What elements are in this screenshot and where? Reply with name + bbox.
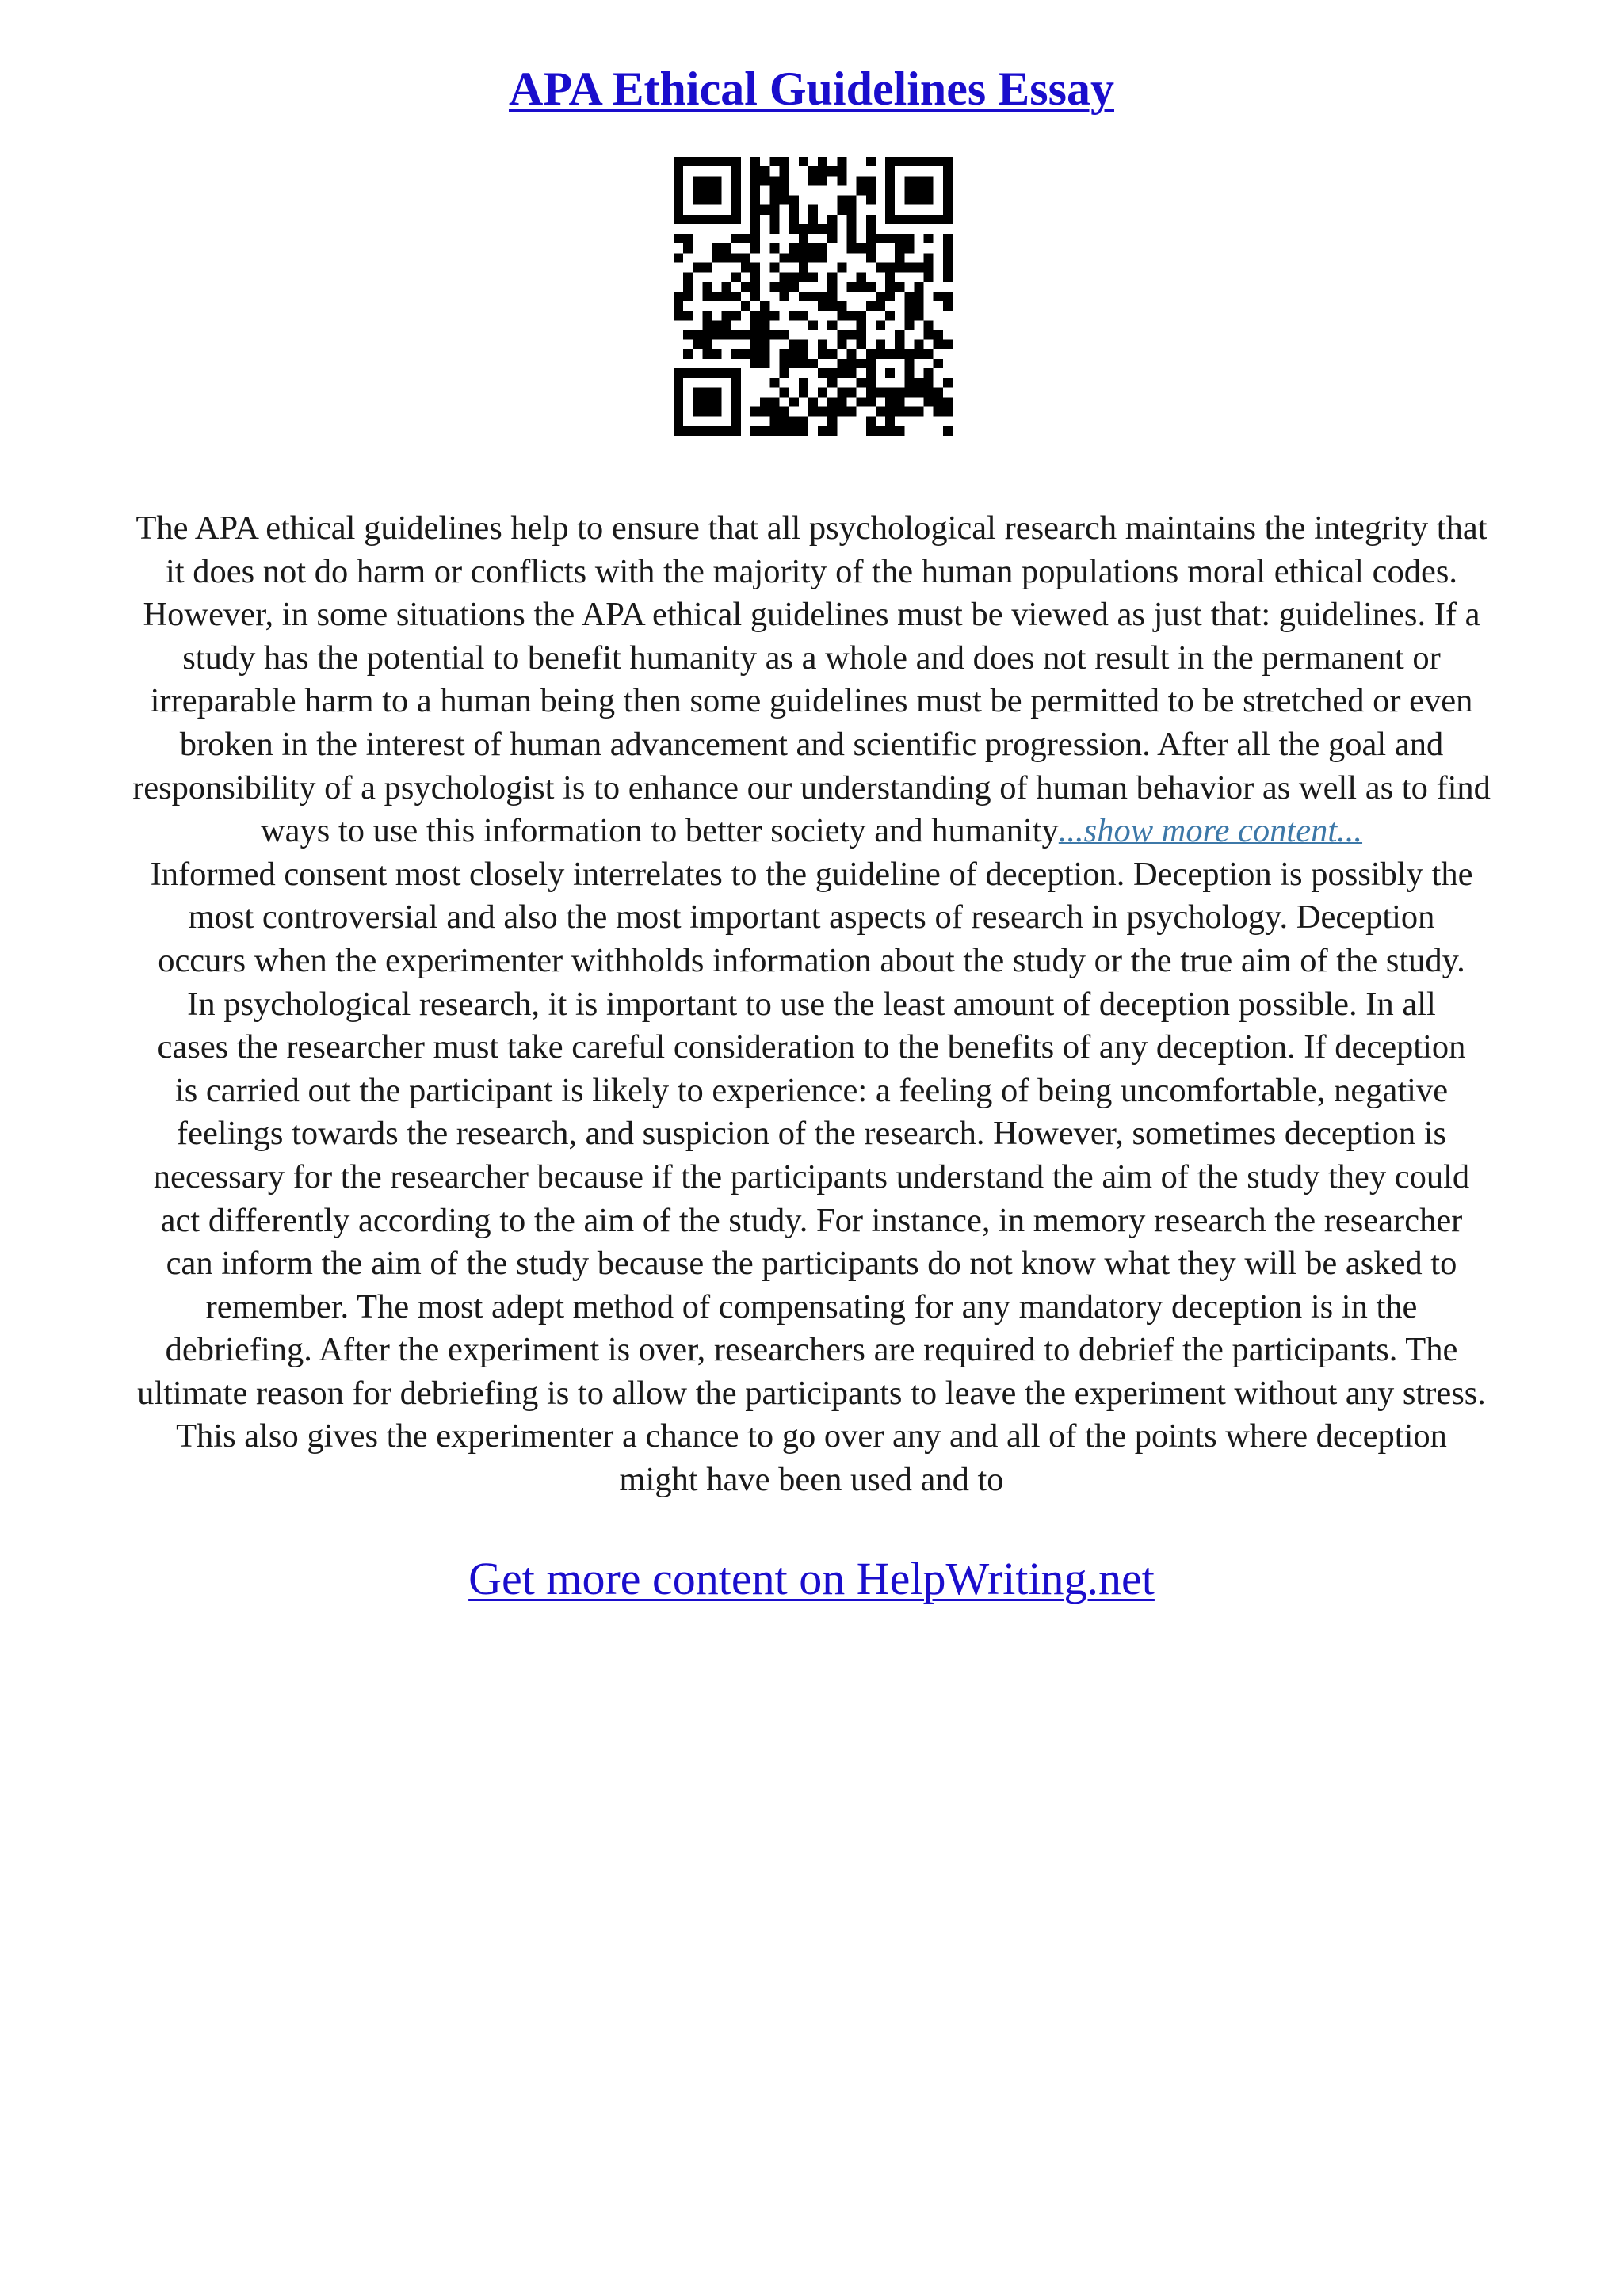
show-more-link[interactable]: ...show more content... — [1058, 812, 1363, 850]
title-link[interactable]: APA Ethical Guidelines Essay — [508, 63, 1114, 115]
essay-paragraph-lead: The APA ethical guidelines help to ensure that all psychological research maintains the integrity that it does not do harm or conflicts with the majority of the human populations moral ethical codes. However, in some situations the APA ethical guidelines must be viewed as just that: guidelines. If a study has the potential to benefit humanity as a whole and does not result in the permanent or irreparable harm to a human being then some guidelines must be permitted to be stretched or even broken in the interest of human advancement and scientific progression. After all the goal and responsibility of a psychologist is to enhance our understanding of human behavior as well as to find ways to use this information to better society and humanity — [132, 509, 1491, 850]
essay-body — [55, 507, 1568, 1502]
footer — [0, 1549, 1623, 1609]
get-more-content-link[interactable]: Get more content on HelpWriting.net — [468, 1553, 1155, 1604]
essay-paragraph-rest: Informed consent most closely interrelates to the guideline of deception. Deception is possibly the most controversial and also the most important aspects of research in psychology. Deception occurs when the experimenter withholds information about the study or the true aim of the study. In psychological research, it is important to use the least amount of deception possible. In all cases the researcher must take careful consideration to the benefits of any deception. If deception is carried out the participant is likely to experience: a feeling of being uncomfortable, negative feelings towards the research, and suspicion of the research. However, sometimes deception is necessary for the researcher because if the participants understand the aim of the study they could act differently according to the aim of the study. For instance, in memory research the researcher can inform the aim of the study because the participants do not know what they will be asked to remember. The most adept method of compensating for any mandatory deception is in the debriefing. After the experiment is over, researchers are required to debrief the participants. The ultimate reason for debriefing is to allow the participants to leave the experiment without any stress. This also gives the experimenter a chance to go over any and all of the points where deception might have been used and to — [137, 855, 1486, 1499]
qr-code-icon — [674, 157, 953, 436]
title-heading — [0, 57, 1623, 120]
